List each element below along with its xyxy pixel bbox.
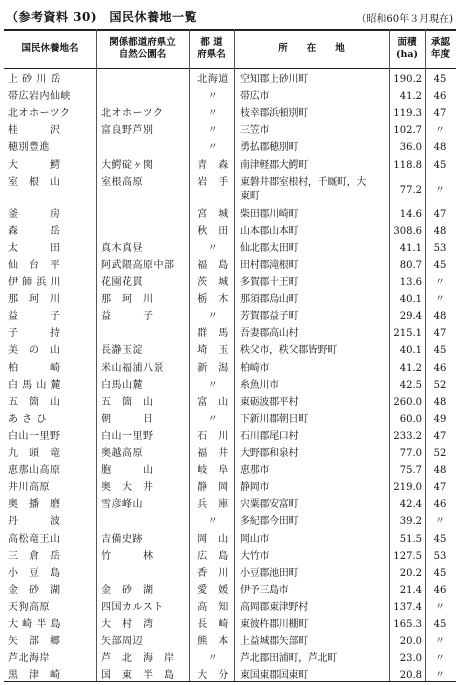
cell-year: 〃 xyxy=(435,277,445,288)
cell-year: 52 xyxy=(433,448,447,459)
table-row xyxy=(4,207,456,223)
cell-park: 吉備史跡 xyxy=(101,533,143,545)
cell-prefecture: 〃 xyxy=(207,142,219,154)
table-row xyxy=(4,532,456,548)
cell-area: 20.0 xyxy=(399,636,422,648)
cell-park: 大 村 湾 xyxy=(101,619,154,630)
cell-area: 13.6 xyxy=(399,277,422,288)
table-row xyxy=(4,89,456,105)
table-row xyxy=(4,106,456,122)
cell-year: 53 xyxy=(433,550,447,562)
cell-prefecture: 群 馬 xyxy=(197,328,229,340)
cell-prefecture: 〃 xyxy=(207,125,219,137)
cell-name: 伊 師 浜 川 xyxy=(8,277,62,288)
cell-location: 大野郡和泉村 xyxy=(240,448,299,459)
cell-year: 〃 xyxy=(435,294,445,306)
cell-location: 静岡市 xyxy=(240,482,270,494)
cell-prefecture: 富 山 xyxy=(197,396,229,408)
cell-year: 45 xyxy=(433,619,447,630)
cell-park: 阿武隈高原中部 xyxy=(101,259,175,271)
cell-year: 53 xyxy=(433,242,447,254)
cell-park: 白馬山麓 xyxy=(101,379,143,391)
cell-prefecture: 長 崎 xyxy=(197,619,229,630)
table-row xyxy=(4,617,456,633)
cell-park: 五 箇 山 xyxy=(101,396,154,408)
cell-park: 国 東 半 島 xyxy=(101,670,175,682)
cell-name: 白山一里野 xyxy=(8,430,61,442)
cell-area: 190.2 xyxy=(393,74,422,85)
cell-location: 吾妻郡高山村 xyxy=(240,328,299,340)
cell-year: 45 xyxy=(433,567,447,579)
cell-prefecture: 高 知 xyxy=(197,601,229,613)
document-title: （参考資料 30) 国民休養地一覧 xyxy=(6,10,198,24)
cell-year: 47 xyxy=(433,430,447,442)
cell-park: 花園花貫 xyxy=(101,277,143,288)
cell-name: 丹 波 xyxy=(8,516,61,528)
cell-location: 小豆郡池田町 xyxy=(240,567,299,579)
table-row xyxy=(4,343,456,359)
cell-prefecture: 大 分 xyxy=(197,670,229,682)
cell-location: 東磐井郡室根村，千厩町，大 東町 xyxy=(240,176,367,202)
cell-area: 51.5 xyxy=(399,533,422,545)
cell-location: 東彼杵郡川棚町 xyxy=(240,619,308,630)
cell-location: 三笠市 xyxy=(240,125,270,137)
table-row xyxy=(4,326,456,342)
cell-park: 長瀞玉淀 xyxy=(101,345,143,357)
cell-location: 岡山市 xyxy=(240,533,270,545)
cell-location: 多紀郡今田町 xyxy=(240,516,299,528)
cell-location: 石川郡尾口村 xyxy=(240,430,299,442)
table-row xyxy=(4,395,456,411)
table-row xyxy=(4,668,456,684)
cell-name: 白 馬 山 麓 xyxy=(8,379,62,391)
cell-area: 118.8 xyxy=(393,159,422,171)
cell-prefecture: 岩 手 xyxy=(197,176,229,188)
cell-year: 〃 xyxy=(435,516,445,528)
cell-year: 48 xyxy=(433,465,447,477)
cell-year: 46 xyxy=(433,362,447,374)
cell-name: 北オホーツク xyxy=(8,108,71,120)
cell-area: 20.8 xyxy=(399,670,422,682)
cell-year: 46 xyxy=(433,91,447,103)
cell-park: 金 砂 湖 xyxy=(101,584,154,596)
cell-area: 41.2 xyxy=(399,362,422,374)
cell-area: 80.7 xyxy=(399,259,422,271)
cell-location: 那須郡烏山町 xyxy=(240,294,299,306)
cell-name: 美 の 山 xyxy=(8,345,61,357)
cell-location: 上益城郡矢部町 xyxy=(240,636,308,648)
cell-prefecture: 福 井 xyxy=(197,448,229,459)
cell-area: 41.2 xyxy=(399,91,422,103)
cell-name: 穂別豊進 xyxy=(8,142,50,154)
cell-location: 勇払郡穂別町 xyxy=(240,142,299,154)
col-header-park: 関係都道府県立 自然公園名 xyxy=(109,37,176,60)
cell-area: 60.0 xyxy=(399,413,422,425)
cell-name: 天狗高原 xyxy=(8,601,50,613)
col-header-name: 国民休養地名 xyxy=(21,43,79,54)
cell-park: 四国カルスト xyxy=(101,601,164,613)
table-row xyxy=(4,463,456,479)
table-row xyxy=(4,429,456,445)
cell-prefecture: 〃 xyxy=(207,413,219,425)
cell-year: 45 xyxy=(433,259,447,271)
cell-location: 芦北郡田浦町，芦北町 xyxy=(240,653,337,665)
cell-name: 芦北海岸 xyxy=(8,653,50,665)
cell-prefecture: 〃 xyxy=(207,311,219,323)
cell-name: 子 持 xyxy=(8,328,61,340)
cell-area: 119.3 xyxy=(393,108,422,120)
cell-year: 52 xyxy=(433,379,447,391)
cell-park: 竹 林 xyxy=(101,550,154,562)
col-header-prefecture: 都 道 府県名 xyxy=(197,37,226,60)
cell-name: 大 崎 半 島 xyxy=(8,619,62,630)
cell-area: 75.7 xyxy=(399,465,422,477)
cell-location: 田村郡滝根町 xyxy=(240,259,299,271)
cell-year: 〃 xyxy=(435,636,445,648)
cell-name: 仙 台 平 xyxy=(8,259,61,271)
cell-location: 伊予三島市 xyxy=(240,584,289,596)
cell-location: 恵那市 xyxy=(240,465,270,477)
cell-area: 20.2 xyxy=(399,567,422,579)
cell-year: 〃 xyxy=(435,184,445,196)
cell-name: 矢 部 郷 xyxy=(8,636,61,648)
cell-year: 〃 xyxy=(435,670,445,682)
cell-prefecture: 秋 田 xyxy=(197,225,229,237)
cell-location: 大竹市 xyxy=(240,550,270,562)
cell-prefecture: 岡 山 xyxy=(197,533,229,545)
cell-prefecture: 埼 玉 xyxy=(197,345,229,357)
cell-park: 朝 日 xyxy=(101,413,154,425)
cell-park: 白山一里野 xyxy=(101,430,154,442)
cell-location: 芳賀郡益子町 xyxy=(240,311,299,323)
cell-location: 多賀郡十王町 xyxy=(240,277,299,288)
cell-prefecture: 静 岡 xyxy=(197,482,229,494)
cell-year: 48 xyxy=(433,311,447,323)
table-row xyxy=(4,175,456,207)
cell-year: 47 xyxy=(433,108,447,120)
cell-park: 北オホーツク xyxy=(101,108,164,120)
cell-year: 45 xyxy=(433,345,447,357)
cell-name: 釜 房 xyxy=(8,208,61,220)
cell-area: 29.4 xyxy=(399,311,422,323)
as-of-date: （昭和60年３月現在) xyxy=(356,14,453,25)
cell-year: 〃 xyxy=(435,601,445,613)
cell-name: 井川高原 xyxy=(8,482,50,494)
cell-year: 45 xyxy=(433,533,447,545)
table-row xyxy=(4,549,456,565)
cell-prefecture: 広 島 xyxy=(197,550,229,562)
cell-area: 14.6 xyxy=(399,208,422,220)
col-header-area: 面積 (ha) xyxy=(395,37,419,60)
cell-prefecture: 〃 xyxy=(207,91,219,103)
cell-prefecture: 福 島 xyxy=(197,259,229,271)
cell-area: 137.4 xyxy=(393,601,422,613)
cell-name: 桂 沢 xyxy=(8,125,61,137)
cell-prefecture: 岐 阜 xyxy=(197,465,229,477)
cell-year: 46 xyxy=(433,499,447,511)
table-row xyxy=(4,583,456,599)
table-row xyxy=(4,258,456,274)
table-row xyxy=(4,497,456,513)
cell-prefecture: 香 川 xyxy=(197,567,229,579)
cell-area: 42.4 xyxy=(399,499,422,511)
cell-prefecture: 〃 xyxy=(207,379,219,391)
cell-name: 室 根 山 xyxy=(8,176,61,188)
cell-prefecture: 兵 庫 xyxy=(197,499,229,511)
cell-park: 矢部周辺 xyxy=(101,636,143,648)
cell-area: 165.3 xyxy=(393,619,422,630)
cell-name: 那 珂 川 xyxy=(8,294,61,306)
cell-area: 77.2 xyxy=(399,184,422,196)
cell-name: 小 豆 島 xyxy=(8,567,61,579)
cell-name: あ さ ひ xyxy=(8,413,47,425)
cell-location: 帯広市 xyxy=(240,91,270,103)
table-row xyxy=(4,600,456,616)
cell-park: 室根高原 xyxy=(101,176,143,188)
cell-location: 山本郡山本町 xyxy=(240,225,299,237)
cell-year: 48 xyxy=(433,225,447,237)
cell-location: 枝幸郡浜頓別町 xyxy=(240,108,308,120)
cell-location: 柏崎市 xyxy=(240,362,270,374)
cell-year: 45 xyxy=(433,159,447,171)
cell-location: 仙北郡太田町 xyxy=(240,242,299,254)
cell-area: 215.1 xyxy=(393,328,422,340)
cell-area: 102.7 xyxy=(393,125,422,137)
cell-area: 219.0 xyxy=(393,482,422,494)
cell-year: 48 xyxy=(433,142,447,154)
cell-prefecture: 〃 xyxy=(207,242,219,254)
cell-name: 高松竜王山 xyxy=(8,533,61,545)
cell-park: 奥 大 井 xyxy=(101,482,154,494)
cell-park: 益 子 xyxy=(101,311,154,323)
cell-park: 胞 山 xyxy=(101,465,154,477)
cell-name: 太 田 xyxy=(8,242,61,254)
cell-location: 空知郡上砂川町 xyxy=(240,74,308,85)
cell-area: 39.2 xyxy=(399,516,422,528)
cell-park: 富良野芦別 xyxy=(101,125,154,137)
cell-prefecture: 愛 媛 xyxy=(197,584,229,596)
cell-location: 高岡郡東津野村 xyxy=(240,601,308,613)
table-row xyxy=(4,292,456,308)
cell-location: 秩父市，秩父郡皆野町 xyxy=(240,345,337,357)
cell-location: 宍粟郡安富町 xyxy=(240,499,299,511)
cell-area: 41.1 xyxy=(399,242,422,254)
cell-name: 柏 崎 xyxy=(8,362,61,374)
cell-name: 五 箇 山 xyxy=(8,396,61,408)
cell-park: 大鰐碇ヶ関 xyxy=(101,159,154,171)
cell-location: 柴田郡川崎町 xyxy=(240,208,299,220)
table-row xyxy=(4,480,456,496)
cell-area: 127.5 xyxy=(393,550,422,562)
cell-name: 黒 津 崎 xyxy=(8,670,61,682)
table-row xyxy=(4,412,456,428)
cell-park: 那 珂 川 xyxy=(101,294,154,306)
cell-prefecture: 宮 城 xyxy=(197,208,229,220)
cell-name: 金 砂 湖 xyxy=(8,584,61,596)
cell-year: 〃 xyxy=(435,653,445,665)
cell-name: 大 鰐 xyxy=(8,159,61,171)
table-row xyxy=(4,72,456,88)
cell-name: 三 倉 岳 xyxy=(8,550,61,562)
cell-year: 〃 xyxy=(435,125,445,137)
cell-name: 益 子 xyxy=(8,311,61,323)
table-row xyxy=(4,378,456,394)
cell-park: 雪彦峰山 xyxy=(101,499,143,511)
cell-prefecture: 栃 木 xyxy=(197,294,229,306)
table-row xyxy=(4,224,456,240)
cell-prefecture: 茨 城 xyxy=(197,277,229,288)
cell-prefecture: 〃 xyxy=(207,516,219,528)
table-row xyxy=(4,309,456,325)
cell-prefecture: 石 川 xyxy=(197,430,229,442)
table-row xyxy=(4,158,456,174)
table-row xyxy=(4,514,456,530)
cell-location: 糸魚川市 xyxy=(240,379,279,391)
page-header xyxy=(0,0,459,26)
cell-area: 77.0 xyxy=(399,448,422,459)
table-row xyxy=(4,651,456,667)
cell-name: 九 頭 竜 xyxy=(8,448,61,459)
table-row xyxy=(4,275,456,291)
cell-area: 40.1 xyxy=(399,345,422,357)
cell-year: 46 xyxy=(433,584,447,596)
cell-prefecture: 青 森 xyxy=(197,159,229,171)
cell-name: 帯広岩内仙峡 xyxy=(8,91,71,103)
cell-area: 21.4 xyxy=(399,584,422,596)
cell-park: 芦 北 海 岸 xyxy=(101,653,175,665)
cell-area: 260.0 xyxy=(393,396,422,408)
cell-year: 47 xyxy=(433,208,447,220)
table-row xyxy=(4,361,456,377)
cell-name: 奥 播 磨 xyxy=(8,499,61,511)
table-row xyxy=(4,634,456,650)
cell-year: 48 xyxy=(433,396,447,408)
col-header-location: 所 在 地 xyxy=(278,43,345,54)
cell-year: 47 xyxy=(433,482,447,494)
cell-prefecture: 北海道 xyxy=(197,74,229,85)
cell-location: 南津軽郡大鰐町 xyxy=(240,159,308,171)
cell-year: 49 xyxy=(433,413,447,425)
table-row xyxy=(4,123,456,139)
cell-prefecture: 熊 本 xyxy=(197,636,229,648)
cell-prefecture: 新 潟 xyxy=(197,362,229,374)
cell-location: 下新川郡朝日町 xyxy=(240,413,308,425)
cell-location: 東砺波郡平村 xyxy=(240,396,299,408)
cell-year: 47 xyxy=(433,328,447,340)
cell-park: 真木真昼 xyxy=(101,242,143,254)
cell-park: 米山福浦八景 xyxy=(101,362,164,374)
cell-prefecture: 〃 xyxy=(207,108,219,120)
cell-area: 308.6 xyxy=(393,225,422,237)
cell-year: 45 xyxy=(433,74,447,85)
cell-name: 上 砂 川 岳 xyxy=(8,74,62,85)
cell-area: 233.2 xyxy=(393,430,422,442)
table-row xyxy=(4,446,456,462)
cell-area: 36.0 xyxy=(399,142,422,154)
cell-name: 森 岳 xyxy=(8,225,61,237)
cell-area: 40.1 xyxy=(399,294,422,306)
cell-area: 23.0 xyxy=(399,653,422,665)
cell-area: 42.5 xyxy=(399,379,422,391)
table-row xyxy=(4,241,456,257)
table-row xyxy=(4,566,456,582)
table-row xyxy=(4,140,456,156)
col-header-year: 承認 年度 xyxy=(430,37,450,60)
cell-park: 奥越高原 xyxy=(101,448,143,459)
cell-location: 東国東郡国東町 xyxy=(240,670,308,682)
cell-prefecture: 〃 xyxy=(207,653,219,665)
cell-name: 恵那山高原 xyxy=(8,465,61,477)
